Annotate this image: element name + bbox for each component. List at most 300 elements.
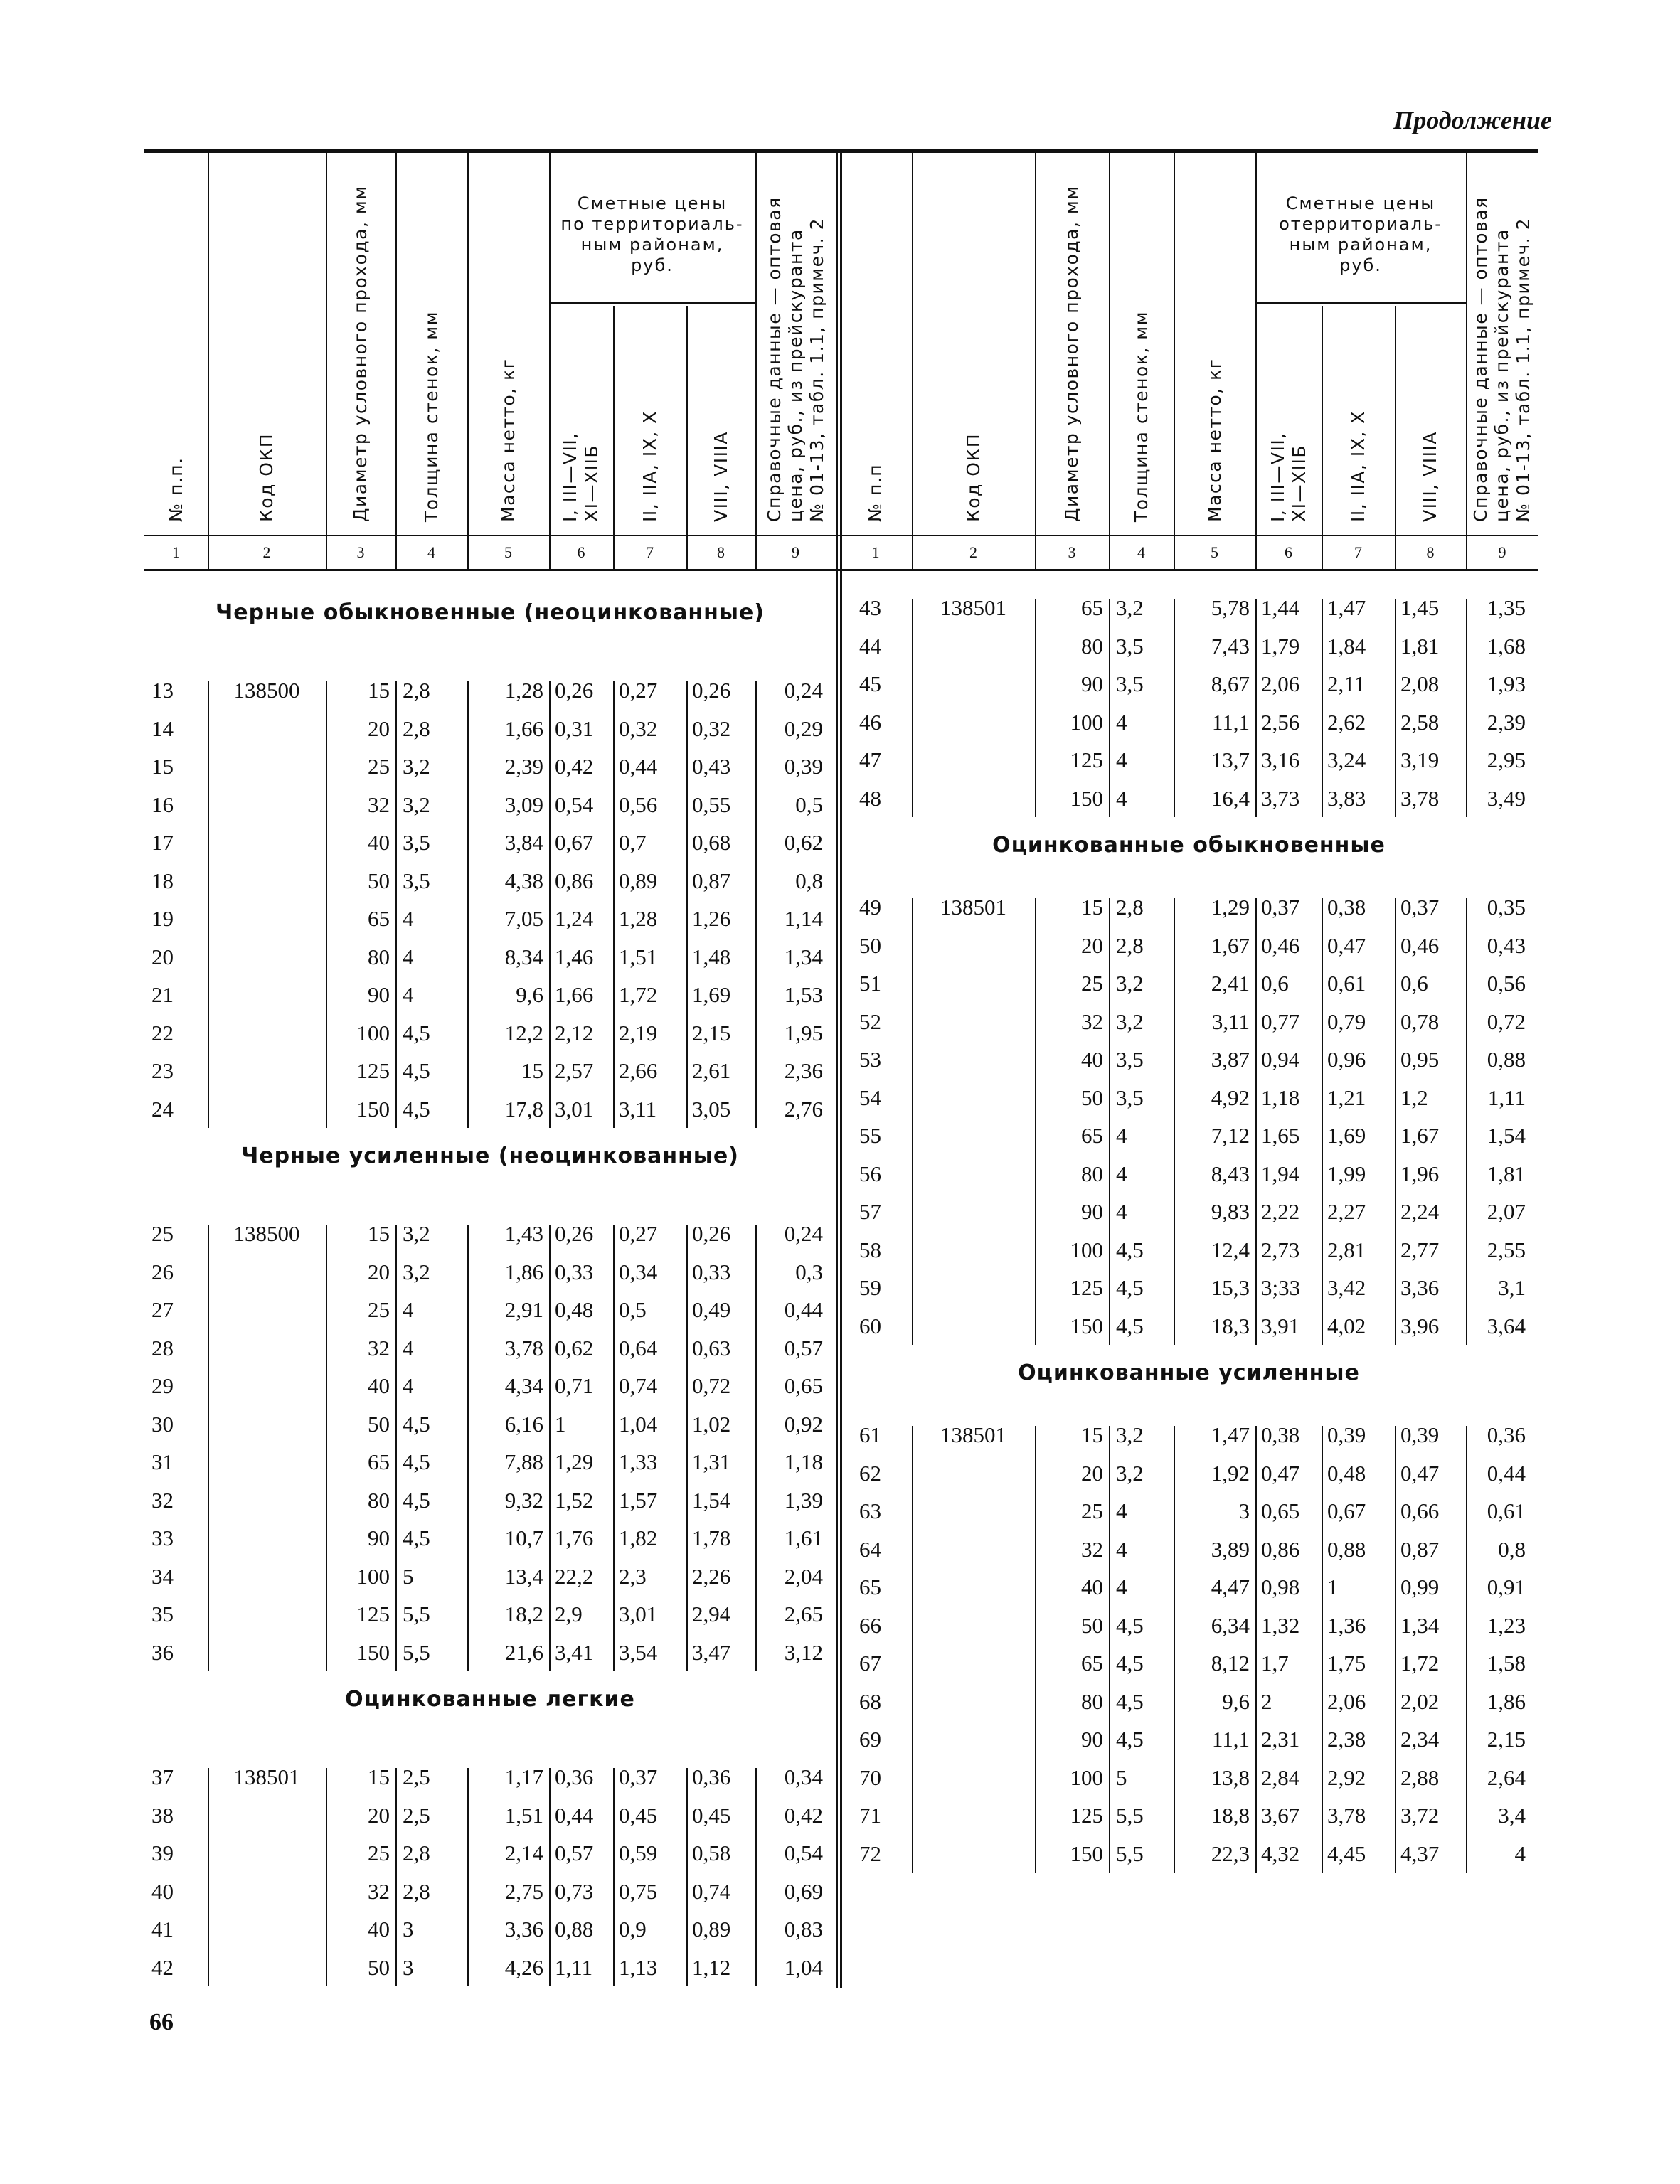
left-reference-price: 1,04 <box>784 1954 823 1980</box>
right-diameter-cell: 15 <box>1081 895 1103 920</box>
right-diameter-cell: 80 <box>1081 1688 1103 1714</box>
right-row-number: 51 <box>859 971 881 996</box>
right-diameter-cell: 90 <box>1081 1727 1103 1752</box>
right-row-number: 54 <box>859 1085 881 1110</box>
left-price-region-2: 0,27 <box>619 678 658 703</box>
left-wall-cell: 2,8 <box>403 1878 430 1904</box>
right-reference-price: 3,49 <box>1487 785 1526 811</box>
right-price-region-2: 1,69 <box>1327 1123 1366 1148</box>
left-diameter-cell: 125 <box>356 1058 390 1083</box>
right-price-region-3: 4,37 <box>1400 1841 1440 1866</box>
right-price-region-1: 0,37 <box>1261 895 1300 920</box>
right-reference-price: 4 <box>1514 1841 1526 1866</box>
right-body-col-line <box>1035 1426 1036 1873</box>
left-group-rule <box>549 302 755 304</box>
left-mass-cell: 3,78 <box>504 1335 543 1360</box>
right-price-region-3: 2,77 <box>1400 1237 1440 1262</box>
right-body-col-line <box>1109 898 1110 1345</box>
left-row-number: 33 <box>151 1525 174 1550</box>
right-header-wall: Толщина стенок, мм <box>1130 311 1152 522</box>
right-reference-price: 0,35 <box>1487 895 1526 920</box>
left-diameter-cell: 15 <box>368 1764 390 1789</box>
right-wall-cell: 4 <box>1116 1199 1127 1224</box>
right-body-col-line <box>1395 1426 1396 1873</box>
right-mass-cell: 7,12 <box>1211 1123 1250 1148</box>
right-column-number: 2 <box>969 543 977 561</box>
right-price-region-3: 0,47 <box>1400 1460 1440 1486</box>
left-diameter-cell: 50 <box>368 1954 390 1980</box>
right-diameter-cell: 125 <box>1070 1803 1103 1828</box>
right-row-number: 72 <box>859 1841 881 1866</box>
left-reference-price: 0,57 <box>784 1335 823 1360</box>
right-row-number: 62 <box>859 1460 881 1486</box>
left-row-number: 35 <box>151 1602 174 1626</box>
right-mass-cell: 1,29 <box>1211 895 1250 920</box>
right-reference-price: 1,68 <box>1487 633 1526 659</box>
right-wall-cell: 2,8 <box>1116 895 1144 920</box>
right-price-region-3: 0,46 <box>1400 932 1440 958</box>
right-price-region-2: 1,84 <box>1327 633 1366 659</box>
left-price-region-3: 1,12 <box>692 1954 731 1980</box>
right-price-region-1: 1,32 <box>1261 1612 1300 1638</box>
right-price-region-1: 0,77 <box>1261 1008 1300 1034</box>
right-diameter-cell: 80 <box>1081 1161 1103 1186</box>
left-wall-cell: 4 <box>403 906 414 931</box>
right-diameter-cell: 90 <box>1081 671 1103 696</box>
right-price-region-2: 0,39 <box>1327 1422 1366 1447</box>
left-mass-cell: 1,86 <box>504 1259 543 1284</box>
right-row-number: 68 <box>859 1688 881 1714</box>
left-price-region-1: 0,36 <box>555 1764 594 1789</box>
left-reference-price: 0,8 <box>795 868 823 893</box>
right-diameter-cell: 65 <box>1081 595 1103 620</box>
left-reference-price: 0,5 <box>795 792 823 817</box>
left-row-number: 38 <box>151 1802 174 1828</box>
right-diameter-cell: 100 <box>1070 1764 1103 1790</box>
right-price-region-1: 3;33 <box>1261 1275 1301 1300</box>
right-price-region-1: 4,32 <box>1261 1841 1300 1866</box>
right-wall-cell: 4,5 <box>1116 1275 1144 1300</box>
left-body-col-line <box>613 1768 615 1986</box>
left-row-number: 42 <box>151 1954 174 1980</box>
right-reference-price: 2,39 <box>1487 709 1526 735</box>
left-mass-cell: 8,34 <box>504 944 543 969</box>
right-price-region-1: 2,06 <box>1261 671 1300 696</box>
right-price-region-2: 2,27 <box>1327 1199 1366 1224</box>
left-diameter-cell: 40 <box>368 1917 390 1941</box>
right-price-region-2: 4,45 <box>1327 1841 1366 1866</box>
right-reference-price: 2,07 <box>1487 1199 1526 1224</box>
right-price-region-2: 0,79 <box>1327 1008 1366 1034</box>
left-price-region-2: 0,89 <box>619 868 658 893</box>
right-reference-price: 1,23 <box>1487 1612 1526 1638</box>
right-price-region-3: 0,37 <box>1400 895 1440 920</box>
right-price-region-3: 3,96 <box>1400 1313 1440 1338</box>
right-price-region-1: 1,79 <box>1261 633 1300 659</box>
right-wall-cell: 3,2 <box>1116 595 1144 620</box>
left-reference-price: 0,62 <box>784 830 823 855</box>
left-diameter-cell: 32 <box>368 1878 390 1904</box>
right-diameter-cell: 90 <box>1081 1199 1103 1224</box>
left-price-region-2: 2,66 <box>619 1058 658 1083</box>
left-body-col-line <box>549 681 551 1128</box>
right-mass-cell: 11,1 <box>1211 709 1250 735</box>
left-okp-code: 138500 <box>233 678 300 703</box>
right-column-number: 3 <box>1068 543 1076 561</box>
right-row-number: 52 <box>859 1008 881 1034</box>
right-reference-price: 3,1 <box>1498 1275 1526 1300</box>
left-mass-cell: 21,6 <box>504 1639 543 1665</box>
left-diameter-cell: 25 <box>368 1297 390 1322</box>
left-price-region-3: 0,36 <box>692 1764 731 1789</box>
right-diameter-cell: 100 <box>1070 709 1103 735</box>
left-header-wall: Толщина стенок, мм <box>420 311 442 522</box>
right-reference-price: 3,64 <box>1487 1313 1526 1338</box>
right-mass-cell: 1,92 <box>1211 1460 1250 1486</box>
right-price-region-3: 0,99 <box>1400 1575 1440 1599</box>
left-diameter-cell: 32 <box>368 1335 390 1360</box>
left-diameter-cell: 125 <box>356 1602 390 1626</box>
left-mass-cell: 1,28 <box>504 678 543 703</box>
right-wall-cell: 4 <box>1116 709 1127 735</box>
left-mass-cell: 6,16 <box>504 1411 543 1437</box>
left-price-region-1: 2,12 <box>555 1020 594 1045</box>
left-price-region-3: 0,43 <box>692 754 731 779</box>
left-price-region-3: 0,74 <box>692 1878 731 1904</box>
left-price-region-1: 1,52 <box>555 1487 594 1513</box>
left-price-region-1: 22,2 <box>555 1563 594 1589</box>
left-wall-cell: 4 <box>403 982 414 1007</box>
left-body-col-line <box>208 681 209 1128</box>
left-row-number: 18 <box>151 868 174 893</box>
left-row-number: 17 <box>151 830 174 855</box>
right-header-region-1: I, III—VII, XI—XIIБ <box>1267 432 1309 522</box>
left-price-region-2: 1,04 <box>619 1411 658 1437</box>
right-price-region-3: 1,67 <box>1400 1123 1440 1148</box>
right-header-col-line <box>1395 306 1396 569</box>
left-price-region-2: 3,01 <box>619 1602 658 1626</box>
left-header-mass: Масса нетто, кг <box>497 358 519 522</box>
left-price-region-3: 3,05 <box>692 1096 731 1122</box>
left-row-number: 40 <box>151 1878 174 1904</box>
left-row-number: 24 <box>151 1096 174 1122</box>
left-reference-price: 1,95 <box>784 1020 823 1045</box>
left-row-number: 15 <box>151 754 174 779</box>
left-reference-price: 0,65 <box>784 1373 823 1398</box>
left-body-col-line <box>686 681 688 1128</box>
right-price-region-1: 0,47 <box>1261 1460 1300 1486</box>
left-wall-cell: 2,5 <box>403 1764 430 1789</box>
left-row-number: 16 <box>151 792 174 817</box>
left-header-region-3: VIII, VIIIA <box>710 431 731 522</box>
right-price-region-2: 0,38 <box>1327 895 1366 920</box>
right-row-number: 66 <box>859 1612 881 1638</box>
left-wall-cell: 4,5 <box>403 1058 430 1083</box>
left-price-region-2: 2,19 <box>619 1020 658 1045</box>
right-row-number: 47 <box>859 747 881 772</box>
left-wall-cell: 4 <box>403 1297 414 1322</box>
right-body-col-line <box>1109 1426 1110 1873</box>
right-price-region-3: 0,87 <box>1400 1536 1440 1562</box>
left-mass-cell: 7,88 <box>504 1449 543 1474</box>
left-wall-cell: 4,5 <box>403 1411 430 1437</box>
left-column-number: 3 <box>356 543 365 561</box>
left-wall-cell: 5 <box>403 1563 414 1589</box>
left-price-region-1: 0,42 <box>555 754 594 779</box>
right-wall-cell: 4,5 <box>1116 1651 1144 1676</box>
right-price-region-1: 3,67 <box>1261 1803 1300 1828</box>
right-diameter-cell: 125 <box>1070 747 1103 772</box>
left-diameter-cell: 100 <box>356 1563 390 1589</box>
left-reference-price: 0,54 <box>784 1841 823 1865</box>
right-mass-cell: 5,78 <box>1211 595 1250 620</box>
left-price-region-2: 1,82 <box>619 1525 658 1550</box>
left-reference-price: 1,18 <box>784 1449 823 1474</box>
right-header-code: Код ОКП <box>962 432 984 522</box>
left-price-region-2: 3,11 <box>619 1096 657 1122</box>
right-reference-price: 1,11 <box>1487 1085 1526 1110</box>
left-wall-cell: 4 <box>403 1335 414 1360</box>
left-wall-cell: 2,8 <box>403 715 430 741</box>
left-body-col-line <box>208 1225 209 1671</box>
right-body-col-line <box>1174 898 1175 1345</box>
right-body-col-line <box>1322 898 1323 1345</box>
left-column-number: 6 <box>577 543 585 561</box>
left-mass-cell: 4,38 <box>504 868 543 893</box>
left-price-region-1: 0,48 <box>555 1297 594 1322</box>
left-price-region-1: 1,29 <box>555 1449 594 1474</box>
left-price-region-3: 0,55 <box>692 792 731 817</box>
right-mass-cell: 9,83 <box>1211 1199 1250 1224</box>
right-okp-code: 138501 <box>940 595 1006 620</box>
left-wall-cell: 4,5 <box>403 1096 430 1122</box>
right-wall-cell: 4,5 <box>1116 1727 1144 1752</box>
left-price-region-1: 0,57 <box>555 1841 594 1865</box>
right-diameter-cell: 25 <box>1081 971 1103 996</box>
right-mass-cell: 3,89 <box>1211 1536 1250 1562</box>
left-row-number: 29 <box>151 1373 174 1398</box>
right-price-region-3: 2,58 <box>1400 709 1440 735</box>
right-diameter-cell: 150 <box>1070 785 1103 811</box>
right-row-number: 59 <box>859 1275 881 1300</box>
right-wall-cell: 4 <box>1116 1575 1127 1599</box>
left-price-region-1: 0,86 <box>555 868 594 893</box>
left-price-region-1: 2,9 <box>555 1602 583 1626</box>
right-row-number: 44 <box>859 633 881 659</box>
left-price-region-3: 2,94 <box>692 1602 731 1626</box>
right-row-number: 63 <box>859 1498 881 1523</box>
right-diameter-cell: 40 <box>1081 1047 1103 1072</box>
right-price-region-2: 2,92 <box>1327 1764 1366 1790</box>
left-column-number: 2 <box>262 543 271 561</box>
left-body-col-line <box>395 1225 397 1671</box>
right-mass-cell: 15,3 <box>1211 1275 1250 1300</box>
left-mass-cell: 1,66 <box>504 715 543 741</box>
right-body-col-line <box>1395 599 1396 817</box>
left-row-number: 27 <box>151 1297 174 1322</box>
left-reference-price: 0,39 <box>784 754 823 779</box>
right-diameter-cell: 25 <box>1081 1498 1103 1523</box>
right-price-region-3: 2,24 <box>1400 1199 1440 1224</box>
right-body-col-line <box>1466 599 1467 817</box>
right-body-col-line <box>1109 599 1110 817</box>
right-wall-cell: 4 <box>1116 1123 1127 1148</box>
left-price-region-3: 1,02 <box>692 1411 731 1437</box>
left-price-region-1: 1,46 <box>555 944 594 969</box>
left-price-region-1: 0,88 <box>555 1917 594 1941</box>
left-reference-price: 0,24 <box>784 678 823 703</box>
left-price-region-2: 0,37 <box>619 1764 658 1789</box>
right-price-region-2: 0,47 <box>1327 932 1366 958</box>
right-price-region-1: 0,46 <box>1261 932 1300 958</box>
left-okp-code: 138501 <box>233 1764 300 1789</box>
right-header-number: № п.п <box>865 463 886 522</box>
left-mass-cell: 2,39 <box>504 754 543 779</box>
left-price-region-1: 1,24 <box>555 906 594 931</box>
left-price-region-2: 0,59 <box>619 1841 658 1865</box>
right-price-region-3: 2,34 <box>1400 1727 1440 1752</box>
right-row-number: 55 <box>859 1123 881 1148</box>
right-wall-cell: 5 <box>1116 1764 1127 1790</box>
right-reference-price: 0,88 <box>1487 1047 1526 1072</box>
right-column-number: 4 <box>1137 543 1145 561</box>
right-row-number: 60 <box>859 1313 881 1338</box>
right-price-region-2: 1,36 <box>1327 1612 1366 1638</box>
left-price-region-1: 0,26 <box>555 678 594 703</box>
right-header-col-line <box>1322 306 1323 569</box>
right-column-number: 8 <box>1426 543 1435 561</box>
left-price-region-2: 0,7 <box>619 830 647 855</box>
right-reference-price: 2,55 <box>1487 1237 1526 1262</box>
left-mass-cell: 17,8 <box>504 1096 543 1122</box>
left-reference-price: 1,34 <box>784 944 823 969</box>
right-body-col-line <box>912 898 913 1345</box>
right-mass-cell: 13,8 <box>1211 1764 1250 1790</box>
left-okp-code: 138500 <box>233 1221 300 1246</box>
right-mass-cell: 9,6 <box>1222 1688 1250 1714</box>
right-wall-cell: 2,8 <box>1116 932 1144 958</box>
left-price-region-3: 0,68 <box>692 830 731 855</box>
left-wall-cell: 4,5 <box>403 1487 430 1513</box>
left-price-region-1: 0,31 <box>555 715 594 741</box>
left-row-number: 14 <box>151 715 174 741</box>
right-reference-price: 2,95 <box>1487 747 1526 772</box>
right-row-number: 50 <box>859 932 881 958</box>
left-header-diameter: Диаметр условного прохода, мм <box>350 185 371 522</box>
left-price-region-1: 0,33 <box>555 1259 594 1284</box>
right-wall-cell: 3,2 <box>1116 1008 1144 1034</box>
right-body-col-line <box>1466 1426 1467 1873</box>
left-diameter-cell: 40 <box>368 830 390 855</box>
left-price-region-2: 1,72 <box>619 982 658 1007</box>
left-price-region-1: 1,76 <box>555 1525 594 1550</box>
left-reference-price: 1,39 <box>784 1487 823 1513</box>
right-price-region-1: 1,7 <box>1261 1651 1289 1676</box>
left-mass-cell: 3,84 <box>504 830 543 855</box>
left-price-region-2: 0,9 <box>619 1917 647 1941</box>
left-body-col-line <box>326 1225 327 1671</box>
left-header-code: Код ОКП <box>256 432 277 522</box>
left-price-region-1: 0,26 <box>555 1221 594 1246</box>
right-reference-price: 0,72 <box>1487 1008 1526 1034</box>
left-price-region-2: 0,64 <box>619 1335 658 1360</box>
right-price-region-3: 3,19 <box>1400 747 1440 772</box>
right-price-region-3: 0,78 <box>1400 1008 1440 1034</box>
right-reference-price: 0,36 <box>1487 1422 1526 1447</box>
left-reference-price: 0,92 <box>784 1411 823 1437</box>
right-wall-cell: 4 <box>1116 1161 1127 1186</box>
left-header-group-title: Сметные цены по территориаль- ным районам, руб. <box>560 193 744 275</box>
right-row-number: 46 <box>859 709 881 735</box>
left-price-region-1: 0,67 <box>555 830 594 855</box>
right-price-region-3: 3,78 <box>1400 785 1440 811</box>
right-row-number: 56 <box>859 1161 881 1186</box>
left-price-region-3: 0,26 <box>692 1221 731 1246</box>
left-diameter-cell: 20 <box>368 1259 390 1284</box>
left-header-col-line <box>755 153 757 569</box>
right-wall-cell: 3,5 <box>1116 1047 1144 1072</box>
right-header-region-3: VIII, VIIIA <box>1420 431 1440 522</box>
left-body-col-line <box>326 1768 327 1986</box>
left-body-col-line <box>613 1225 615 1671</box>
left-header-col-line <box>613 306 615 569</box>
right-row-number: 58 <box>859 1237 881 1262</box>
left-price-region-3: 2,15 <box>692 1020 731 1045</box>
right-header-col-line <box>1466 153 1467 569</box>
left-mass-cell: 4,34 <box>504 1373 543 1398</box>
right-wall-cell: 4,5 <box>1116 1237 1144 1262</box>
left-price-region-3: 0,49 <box>692 1297 731 1322</box>
right-header-mass: Масса нетто, кг <box>1203 358 1225 522</box>
left-price-region-2: 1,33 <box>619 1449 658 1474</box>
left-body-col-line <box>326 681 327 1128</box>
right-wall-cell: 4,5 <box>1116 1612 1144 1638</box>
right-price-region-1: 0,94 <box>1261 1047 1300 1072</box>
right-price-region-1: 3,91 <box>1261 1313 1300 1338</box>
right-reference-price: 0,43 <box>1487 932 1526 958</box>
left-price-region-3: 1,69 <box>692 982 731 1007</box>
left-wall-cell: 3,2 <box>403 792 430 817</box>
right-row-number: 61 <box>859 1422 881 1447</box>
right-wall-cell: 3,2 <box>1116 1422 1144 1447</box>
left-price-region-2: 0,5 <box>619 1297 647 1322</box>
left-diameter-cell: 15 <box>368 678 390 703</box>
left-price-region-2: 3,54 <box>619 1639 658 1665</box>
left-price-region-2: 0,44 <box>619 754 658 779</box>
left-diameter-cell: 90 <box>368 982 390 1007</box>
right-diameter-cell: 65 <box>1081 1651 1103 1676</box>
right-price-region-3: 3,72 <box>1400 1803 1440 1828</box>
left-wall-cell: 3,5 <box>403 868 430 893</box>
right-header-col-line <box>1035 153 1036 569</box>
left-price-region-1: 1,66 <box>555 982 594 1007</box>
left-reference-price: 0,3 <box>795 1259 823 1284</box>
right-diameter-cell: 50 <box>1081 1612 1103 1638</box>
right-price-region-1: 1,44 <box>1261 595 1300 620</box>
right-mass-cell: 1,67 <box>1211 932 1250 958</box>
left-body-col-line <box>467 681 469 1128</box>
page-number: 66 <box>149 2009 174 2035</box>
right-diameter-cell: 150 <box>1070 1841 1103 1866</box>
right-mass-cell: 16,4 <box>1211 785 1250 811</box>
left-row-number: 25 <box>151 1221 174 1246</box>
right-mass-cell: 3,11 <box>1211 1008 1250 1034</box>
right-body-col-line <box>1035 898 1036 1345</box>
right-body-col-line <box>1466 898 1467 1345</box>
right-price-region-1: 2,73 <box>1261 1237 1300 1262</box>
right-reference-price: 1,93 <box>1487 671 1526 696</box>
left-mass-cell: 3,36 <box>504 1917 543 1941</box>
